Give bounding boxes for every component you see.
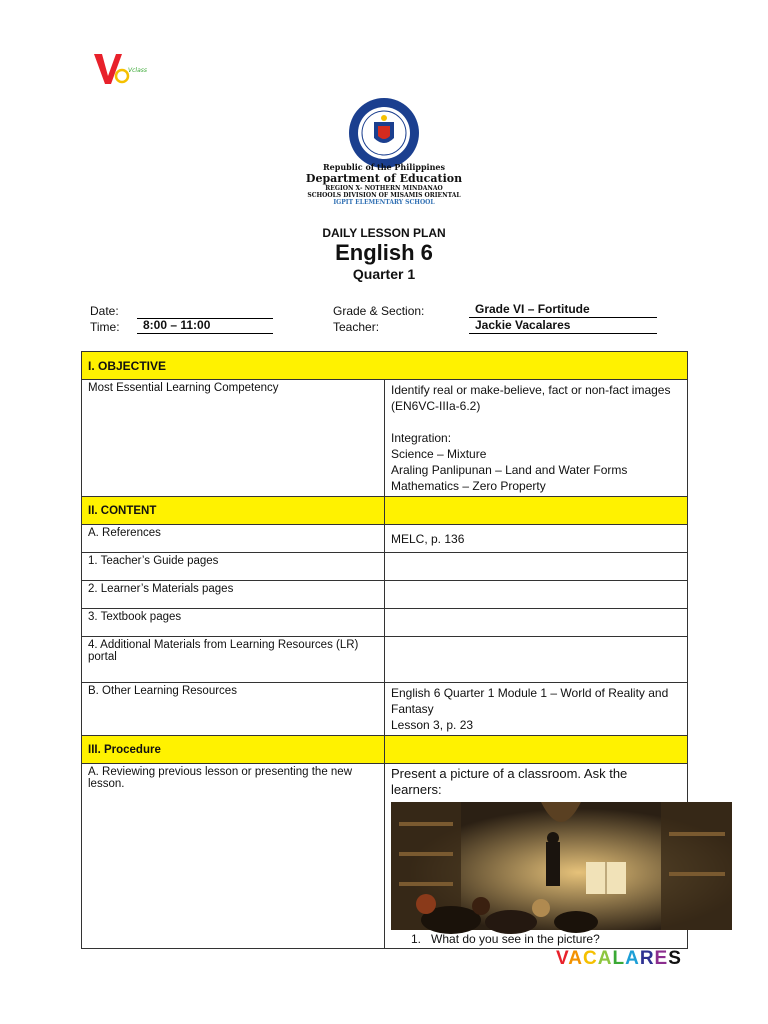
- division-text: SCHOOLS DIVISION OF MISAMIS ORIENTAL: [307, 192, 461, 199]
- question-1: What do you see in the picture?: [431, 932, 600, 946]
- brand-letter: S: [668, 948, 682, 969]
- vclass-logo-text: Vclass: [128, 67, 147, 74]
- other-resources-cell: [385, 683, 688, 736]
- region-text: REGION X- NOTHERN MINDANAO: [325, 185, 443, 192]
- brand-letter: C: [583, 948, 598, 969]
- integration-item: Araling Panlipunan – Land and Water Forms: [391, 463, 628, 477]
- learners-materials-label: 2. Learner’s Materials pages: [82, 581, 385, 609]
- other-resources-value-2: Lesson 3, p. 23: [391, 718, 474, 732]
- melc-label: Most Essential Learning Competency: [82, 380, 385, 497]
- references-label: A. References: [82, 525, 385, 553]
- date-field: [137, 302, 273, 319]
- brand-letter: E: [654, 948, 669, 969]
- vacalares-brand: [556, 948, 682, 970]
- grade-field: Grade VI – Fortitude: [469, 302, 657, 318]
- grade-label: Grade & Section:: [333, 304, 425, 318]
- school-text: IGPIT ELEMENTARY SCHOOL: [333, 199, 435, 206]
- table-row: [82, 581, 688, 609]
- objective-header: I. OBJECTIVE: [82, 352, 688, 380]
- textbook-value: [385, 609, 688, 637]
- time-field: 8:00 – 11:00: [137, 318, 273, 334]
- quarter-title: Quarter 1: [352, 266, 416, 282]
- question-item: 1. What do you see in the picture?: [411, 932, 600, 946]
- integration-item: Mathematics – Zero Property: [391, 479, 546, 493]
- review-cell: [385, 764, 688, 949]
- other-resources-value-1: English 6 Quarter 1 Module 1 – World of Reality and Fantasy: [391, 686, 669, 716]
- agency-header: [284, 158, 484, 206]
- brand-letter: A: [568, 948, 583, 969]
- integration-item: Science – Mixture: [391, 447, 487, 461]
- title-block: [234, 226, 534, 282]
- table-row: [82, 525, 688, 553]
- teacher-label: Teacher:: [333, 320, 380, 334]
- time-label: Time:: [90, 320, 120, 334]
- textbook-label: 3. Textbook pages: [82, 609, 385, 637]
- melc-value: Identify real or make-believe, fact or non-fact images (EN6VC-IIIa-6.2): [391, 383, 671, 413]
- date-label: Date:: [90, 304, 119, 318]
- teachers-guide-value: [385, 553, 688, 581]
- table-row: [82, 380, 688, 497]
- procedure-header-empty: [385, 736, 688, 764]
- melc-cell: [385, 380, 688, 497]
- other-resources-label: B. Other Learning Resources: [82, 683, 385, 736]
- republic-text: Republic of the Philippines: [322, 162, 445, 172]
- table-row: [82, 609, 688, 637]
- teacher-field: Jackie Vacalares: [469, 318, 657, 334]
- vclass-logo: [92, 50, 147, 86]
- content-header-empty: [385, 497, 688, 525]
- brand-letter: V: [556, 948, 569, 969]
- review-label: A. Reviewing previous lesson or presenting the new lesson.: [82, 764, 385, 949]
- learners-materials-value: [385, 581, 688, 609]
- table-row: [82, 764, 688, 949]
- teachers-guide-label: 1. Teacher’s Guide pages: [82, 553, 385, 581]
- additional-materials-value: [385, 637, 688, 683]
- procedure-header-row: [82, 736, 688, 764]
- brand-letter: A: [625, 948, 640, 969]
- table-row: [82, 683, 688, 736]
- content-header-row: [82, 497, 688, 525]
- brand-letter: L: [612, 948, 626, 969]
- integration-label: Integration:: [391, 431, 452, 445]
- references-value: MELC, p. 136: [385, 525, 688, 553]
- content-header: II. CONTENT: [82, 497, 385, 525]
- subject-title: English 6: [335, 240, 433, 265]
- classroom-picture: [391, 802, 732, 930]
- brand-letter: A: [597, 948, 613, 969]
- department-text: Department of Education: [305, 172, 463, 185]
- procedure-header: III. Procedure: [82, 736, 385, 764]
- review-value: Present a picture of a classroom. Ask the learners:: [391, 766, 628, 797]
- objective-header-row: [82, 352, 688, 380]
- table-row: [82, 637, 688, 683]
- additional-materials-label: 4. Additional Materials from Learning Resources (LR) portal: [82, 637, 385, 683]
- doc-type-title: DAILY LESSON PLAN: [322, 226, 446, 240]
- lesson-plan-table: [81, 351, 688, 949]
- brand-letter: R: [639, 948, 655, 969]
- table-row: [82, 553, 688, 581]
